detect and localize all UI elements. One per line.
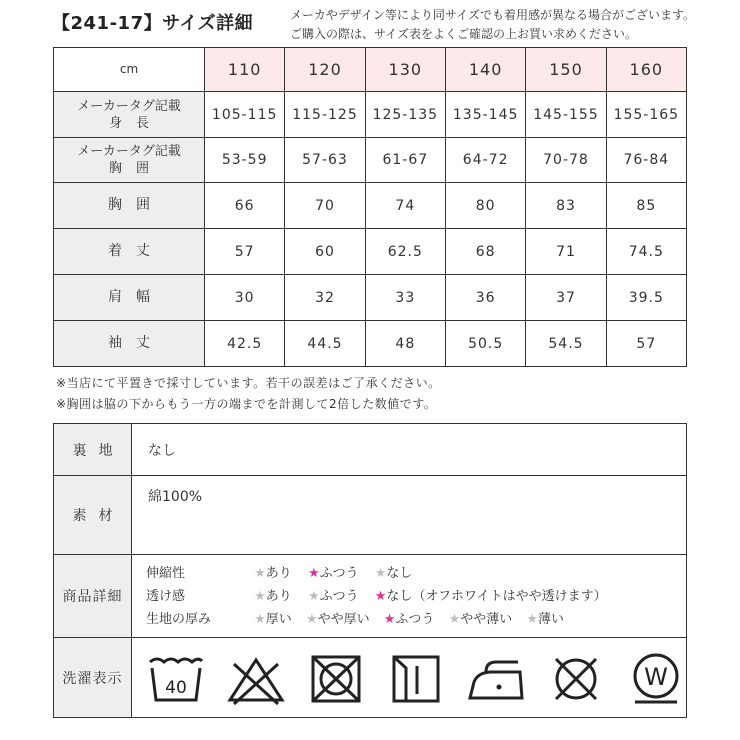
option-text: 厚い: [265, 611, 292, 627]
size-140: 140: [445, 48, 525, 92]
lining-label: 裏地: [54, 424, 132, 476]
star-icon: ★: [254, 565, 266, 581]
table-cell: 80: [445, 183, 525, 229]
option: [308, 585, 359, 608]
option: [306, 608, 370, 631]
star-icon: ★: [383, 611, 396, 627]
table-cell: 115-125: [285, 92, 365, 138]
table-cell: 85: [606, 183, 686, 229]
table-cell: 105-115: [205, 92, 285, 138]
star-icon: ★: [254, 611, 266, 627]
table-cell: 39.5: [606, 275, 686, 321]
care-row: [54, 638, 687, 718]
option-text: ふつう: [319, 565, 359, 581]
option: [449, 608, 513, 631]
measure-note-1: ※当店にて平置きで採寸しています。若干の誤差はご了承ください。: [56, 376, 441, 390]
star-icon: ★: [526, 611, 539, 627]
table-cell: 36: [445, 275, 525, 321]
wash-temp-text: 40: [165, 677, 187, 698]
measure-note-2: ※胸囲は脇の下からもう一方の端までを計測して2倍した数値です。: [56, 397, 437, 411]
row-label-line-1: メーカータグ記載: [77, 98, 181, 114]
star-icon: ★: [307, 565, 320, 581]
material-label: 素材: [54, 476, 132, 555]
fit-note-line-2: ご購入の際は、サイズ表をよくご確認の上お買い求めください。: [290, 27, 638, 41]
product-detail-row: [54, 555, 687, 638]
table-cell: 53-59: [205, 138, 285, 183]
lining-value: なし: [132, 424, 687, 476]
option-text: なし: [386, 588, 413, 604]
option-text: ふつう: [395, 611, 435, 627]
table-cell: 57-63: [285, 138, 365, 183]
table-row: [54, 321, 687, 367]
table-cell: 48: [365, 321, 445, 367]
wet-clean-letter: W: [644, 662, 668, 691]
wet-clean-icon: [626, 648, 686, 708]
care-icons: [132, 638, 687, 718]
sheer-line: [146, 585, 686, 608]
detail-table: [53, 423, 687, 718]
material-row: [54, 476, 687, 555]
table-cell: 32: [285, 275, 365, 321]
row-label-sleeve: 袖丈: [54, 321, 205, 367]
table-cell: 57: [205, 229, 285, 275]
option-text: やや薄い: [460, 611, 513, 627]
unit-cell: cm: [54, 48, 205, 92]
table-cell: 83: [526, 183, 606, 229]
table-cell: 76-84: [606, 138, 686, 183]
star-icon: ★: [374, 565, 387, 581]
line-dry-icon: [386, 648, 446, 708]
option-text: やや厚い: [317, 611, 370, 627]
size-160: 160: [606, 48, 686, 92]
row-label-line-1: メーカータグ記載: [77, 144, 181, 159]
table-cell: 155-165: [606, 92, 686, 138]
table-cell: 54.5: [526, 321, 606, 367]
table-cell: 30: [205, 275, 285, 321]
table-cell: 37: [526, 275, 606, 321]
table-cell: 57: [606, 321, 686, 367]
table-row: [54, 229, 687, 275]
table-cell: 71: [526, 229, 606, 275]
option-selected: [384, 608, 435, 631]
table-cell: 74.5: [606, 229, 686, 275]
star-icon: ★: [254, 588, 266, 604]
page-title: 【241-17】サイズ詳細: [52, 13, 254, 34]
thickness-line: [146, 608, 686, 631]
lining-row: [54, 424, 687, 476]
option-text: 薄い: [538, 611, 565, 627]
sheer-extra-note: （オフホワイトはやや透けます）: [412, 588, 607, 604]
option-selected: [375, 585, 413, 608]
table-cell: 70: [285, 183, 365, 229]
thickness-key: 生地の厚み: [146, 611, 212, 627]
table-cell: 135-145: [445, 92, 525, 138]
table-row: [54, 92, 687, 138]
star-icon: ★: [307, 588, 320, 604]
table-cell: 33: [365, 275, 445, 321]
table-cell: 66: [205, 183, 285, 229]
row-label-length: 着丈: [54, 229, 205, 275]
star-icon: ★: [374, 588, 387, 604]
option: [254, 585, 292, 608]
row-label-chest: 胸囲: [54, 183, 205, 229]
table-cell: 42.5: [205, 321, 285, 367]
care-label: 洗濯表示: [54, 638, 132, 718]
row-label-line-2: 胸囲: [108, 161, 163, 176]
row-label-tag-chest: [54, 138, 205, 183]
option: [375, 562, 413, 585]
option: [254, 562, 292, 585]
fit-note-line-1: メーカやデザイン等により同サイズでも着用感が異なる場合がございます。: [290, 8, 696, 22]
size-header-row: [54, 48, 687, 92]
table-cell: 70-78: [526, 138, 606, 183]
material-value: 綿100%: [132, 476, 687, 555]
stretch-line: [146, 562, 686, 585]
table-cell: 61-67: [365, 138, 445, 183]
no-bleach-icon: [226, 648, 286, 708]
option-text: ふつう: [319, 588, 359, 604]
option-selected: [308, 562, 359, 585]
option: [254, 608, 292, 631]
table-cell: 44.5: [285, 321, 365, 367]
table-cell: 74: [365, 183, 445, 229]
star-icon: ★: [448, 611, 461, 627]
sheer-key: 透け感: [146, 588, 186, 604]
size-120: 120: [285, 48, 365, 92]
product-detail-label: 商品詳細: [54, 555, 132, 638]
option-text: あり: [265, 588, 292, 604]
table-cell: 68: [445, 229, 525, 275]
iron-low-icon: [466, 648, 526, 708]
table-row: [54, 138, 687, 183]
size-110: 110: [205, 48, 285, 92]
stretch-key: 伸縮性: [146, 565, 186, 581]
no-tumble-dry-icon: [306, 648, 366, 708]
table-cell: 145-155: [526, 92, 606, 138]
row-label-line-2: 身長: [108, 115, 163, 131]
product-detail-values: [132, 555, 687, 638]
table-cell: 125-135: [365, 92, 445, 138]
table-cell: 64-72: [445, 138, 525, 183]
row-label-shoulder: 肩幅: [54, 275, 205, 321]
table-cell: 60: [285, 229, 365, 275]
size-table: [53, 47, 687, 367]
size-150: 150: [526, 48, 606, 92]
table-cell: 50.5: [445, 321, 525, 367]
no-dry-clean-icon: [546, 648, 606, 708]
size-130: 130: [365, 48, 445, 92]
row-label-tag-height: [54, 92, 205, 138]
option-text: あり: [265, 565, 292, 581]
star-icon: ★: [305, 611, 318, 627]
option-text: なし: [386, 565, 413, 581]
option: [526, 608, 564, 631]
table-cell: 62.5: [365, 229, 445, 275]
table-row: [54, 275, 687, 321]
wash-40-icon: [146, 648, 206, 708]
table-row: [54, 183, 687, 229]
